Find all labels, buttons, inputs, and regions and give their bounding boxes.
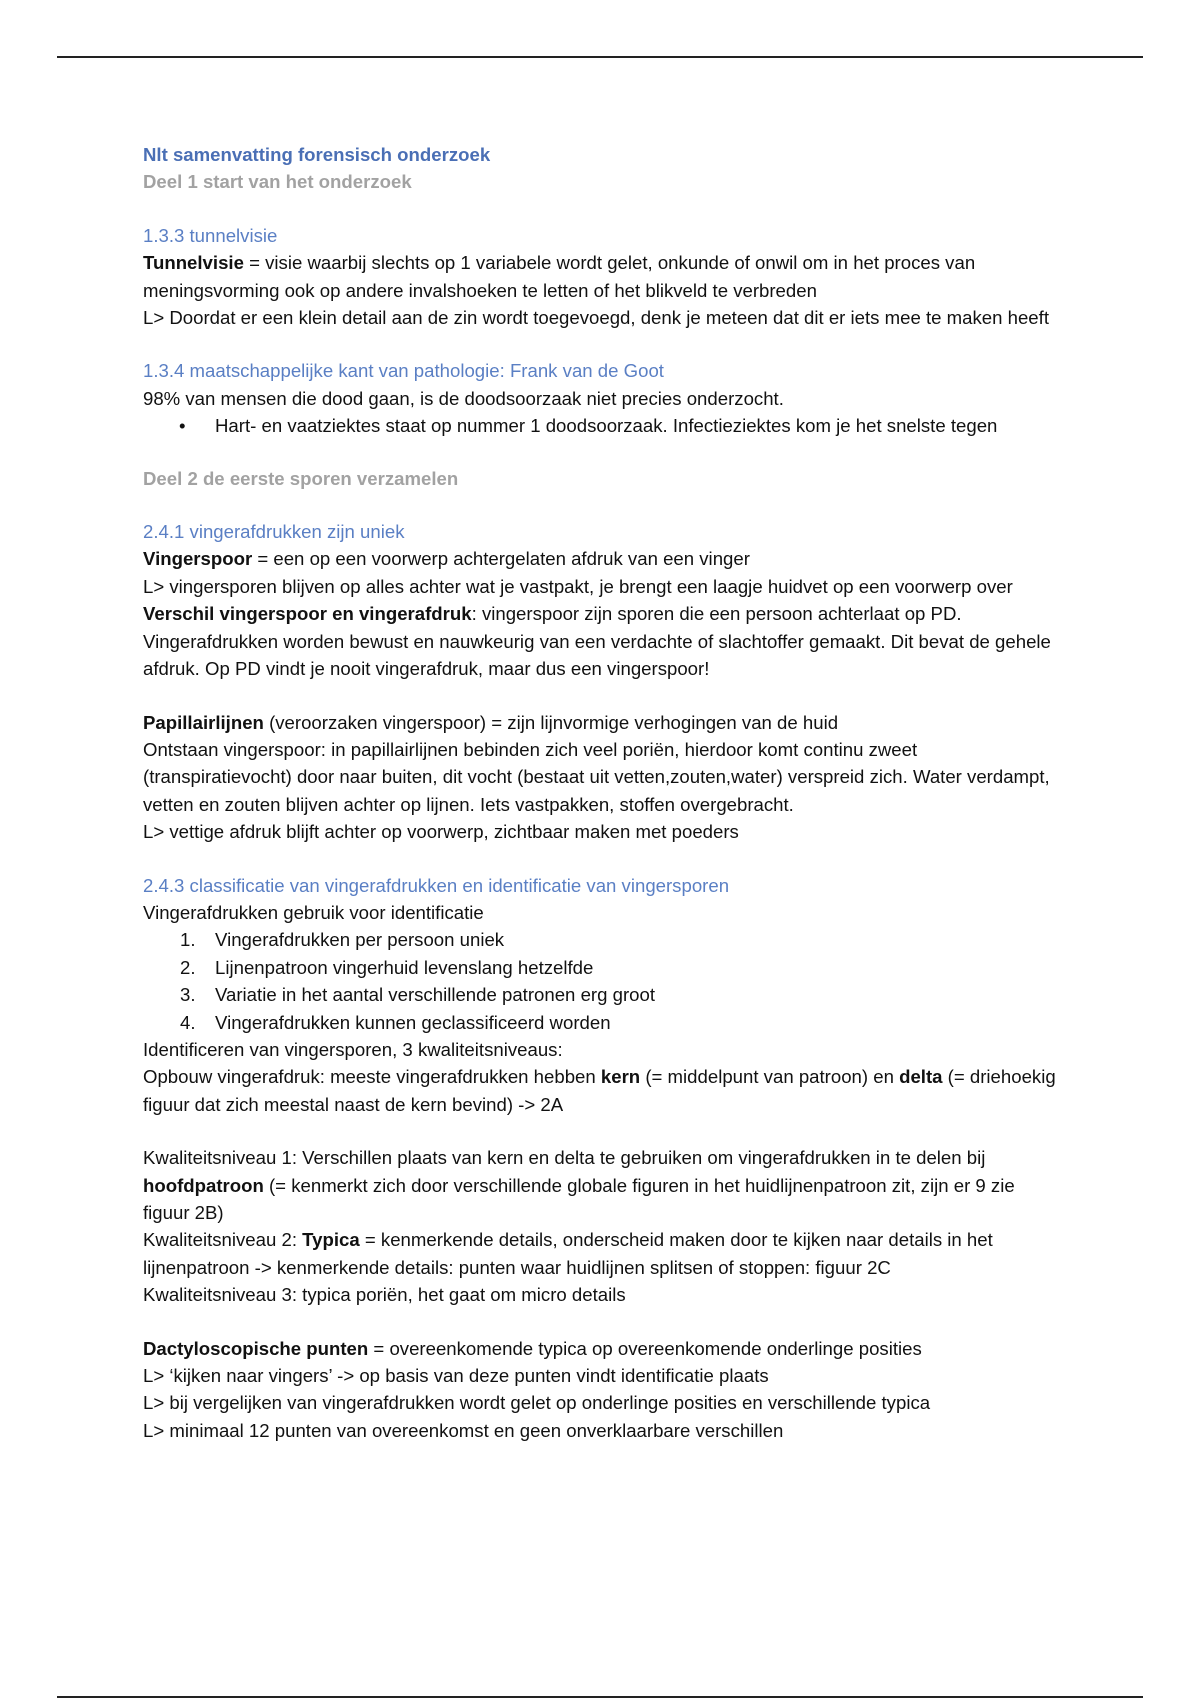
- bullet-list: [143, 412, 1063, 439]
- document-title: Nlt samenvatting forensisch onderzoek: [143, 144, 491, 165]
- term-typica: Typica: [302, 1229, 360, 1251]
- term-tunnelvisie: Tunnelvisie: [143, 252, 244, 274]
- verschil-definition: Verschil vingerspoor en vingerafdruk: vingerspoor zijn sporen die een persoon achterlaat op PD. Vingerafdrukken worden bewust en nauwkeurig van een verdachte of slachtoffer gemaakt. Dit bevat de gehele afdruk. Op PD vindt je nooit vingerafdruk, maar dus een vingerspoor!: [143, 603, 1051, 680]
- header-rule: [57, 56, 1143, 58]
- section-2-4-3-heading: 2.4.3 classificatie van vingerafdrukken en identificatie van vingersporen: [143, 874, 730, 896]
- term-papillairlijnen: Papillairlijnen: [143, 711, 264, 733]
- term-vingerspoor: Vingerspoor: [143, 548, 253, 570]
- kwaliteitsniveaus-line: Identificeren van vingersporen, 3 kwaliteitsniveaus:: [143, 1038, 563, 1060]
- tunnelvisie-note: L> Doordat er een klein detail aan de zin wordt toegevoegd, denk je meteen dat dit er iets mee te maken heeft: [143, 307, 1049, 329]
- dactyloscopische-definition: Dactyloscopische punten = overeenkomende typica op overeenkomende onderlinge posities: [143, 1337, 922, 1359]
- dactyloscopische-note-1: L> ‘kijken naar vingers’ -> op basis van deze punten vindt identificatie plaats: [143, 1365, 769, 1387]
- term-delta: delta: [899, 1066, 943, 1088]
- vingerspoor-definition: Vingerspoor = een op een voorwerp achtergelaten afdruk van een vinger: [143, 548, 750, 570]
- ontstaan-paragraph: Ontstaan vingerspoor: in papillairlijnen bebinden zich veel poriën, hierdoor komt continu zweet (transpiratievocht) door naar buiten, dit vocht (bestaat uit vetten,zouten,water) verspreid zich. Water verdampt, vetten en zouten blijven achter op lijnen. Iets vastpakken, stoffen overgebracht.: [143, 738, 1050, 815]
- section-2-4-1-heading: 2.4.1 vingerafdrukken zijn uniek: [143, 521, 405, 543]
- list-item: 4. Vingerafdrukken kunnen geclassificeerd worden: [180, 1011, 611, 1033]
- part-2-heading: Deel 2 de eerste sporen verzamelen: [143, 467, 459, 489]
- list-item: • Hart- en vaatziektes staat op nummer 1 doodsoorzaak. Infectieziektes kom je het snelste tegen: [143, 412, 1063, 439]
- part-1-heading: Deel 1 start van het onderzoek: [143, 171, 412, 193]
- vingerspoor-note: L> vingersporen blijven op alles achter wat je vastpakt, je brengt een laagje huidvet op een voorwerp over: [143, 575, 1013, 597]
- list-item: 3. Variatie in het aantal verschillende patronen erg groot: [180, 984, 655, 1006]
- document-page: [143, 141, 1063, 1444]
- dactyloscopische-note-2: L> bij vergelijken van vingerafdrukken wordt gelet op onderlinge posities en verschillende typica: [143, 1392, 931, 1414]
- term-hoofdpatroon: hoofdpatroon: [143, 1174, 264, 1196]
- section-1-3-3-heading: 1.3.3 tunnelvisie: [143, 224, 278, 246]
- papillairlijnen-definition: Papillairlijnen (veroorzaken vingerspoor) = zijn lijnvormige verhogingen van de huid: [143, 711, 839, 733]
- dactyloscopische-note-3: L> minimaal 12 punten van overeenkomst en geen onverklaarbare verschillen: [143, 1419, 784, 1441]
- term-dactyloscopische-punten: Dactyloscopische punten: [143, 1337, 369, 1359]
- tunnelvisie-definition: Tunnelvisie = visie waarbij slechts op 1 variabele wordt gelet, onkunde of onwil om in het proces van meningsvorming ook op andere invalshoeken te letten of het blikveld te verbreden: [143, 252, 976, 301]
- identificatie-intro: Vingerafdrukken gebruik voor identificatie: [143, 901, 484, 923]
- section-1-3-4-heading: 1.3.4 maatschappelijke kant van pathologie: Frank van de Goot: [143, 360, 664, 382]
- kwaliteitsniveau-2: Kwaliteitsniveau 2: Typica = kenmerkende details, onderscheid maken door te kijken naar details in het lijnenpatroon -> kenmerkende details: punten waar huidlijnen splitsen of stoppen: figuur 2C: [143, 1229, 993, 1278]
- numbered-list: [143, 926, 1063, 1036]
- footer-rule: [57, 1696, 1143, 1698]
- pathology-line: 98% van mensen die dood gaan, is de doodsoorzaak niet precies onderzocht.: [143, 387, 784, 409]
- list-item: 1. Vingerafdrukken per persoon uniek: [180, 929, 505, 951]
- vettige-afdruk-note: L> vettige afdruk blijft achter op voorwerp, zichtbaar maken met poeders: [143, 821, 739, 843]
- term-verschil: Verschil vingerspoor en vingerafdruk: [143, 603, 472, 625]
- term-kern: kern: [600, 1066, 641, 1088]
- opbouw-paragraph: Opbouw vingerafdruk: meeste vingerafdrukken hebben kern (= middelpunt van patroon) en delta (= driehoekig figuur dat zich meestal naast de kern bevind) -> 2A: [143, 1066, 1056, 1115]
- kwaliteitsniveau-3: Kwaliteitsniveau 3: typica poriën, het gaat om micro details: [143, 1284, 626, 1306]
- list-item: 2. Lijnenpatroon vingerhuid levenslang hetzelfde: [180, 956, 594, 978]
- kwaliteitsniveau-1: Kwaliteitsniveau 1: Verschillen plaats van kern en delta te gebruiken om vingerafdrukken in te delen bij hoofdpatroon (= kenmerkt zich door verschillende globale figuren in het huidlijnenpatroon zit, zijn er 9 zie figuur 2B): [143, 1147, 1015, 1223]
